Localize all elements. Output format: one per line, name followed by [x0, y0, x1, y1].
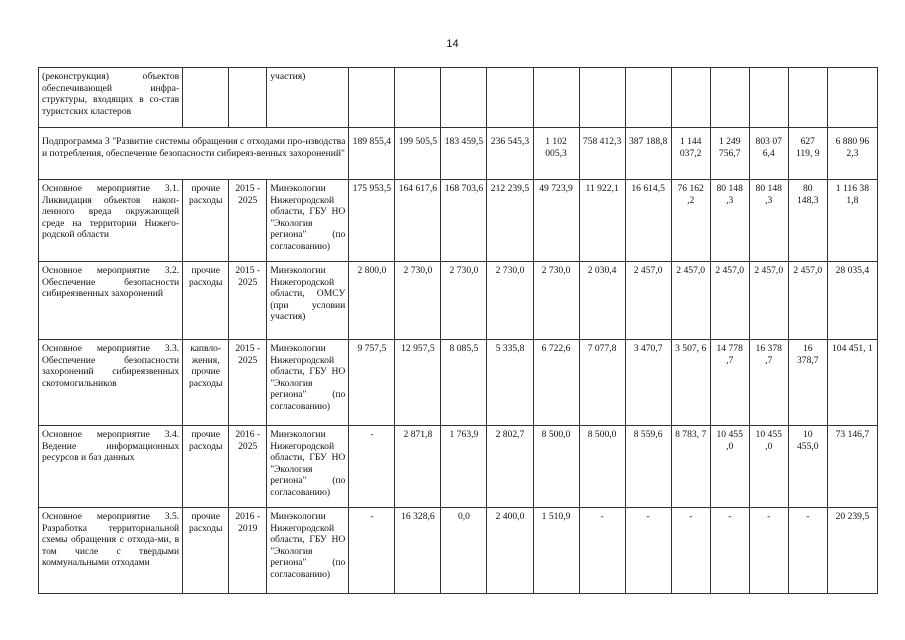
value-cell: 164 617,6	[395, 180, 441, 262]
value-cell: 73 146,7	[827, 426, 877, 508]
executor-cell: Минэкологии Нижегородской области, ГБУ НО "Экология региона" (по согласованию)	[267, 426, 349, 508]
value-cell: 12 957,5	[395, 340, 441, 426]
executor-cell: Минэкологии Нижегородской области, ГБУ НО "Экология региона" (по согласованию)	[267, 180, 349, 262]
value-cell: 803 07 6,4	[749, 128, 788, 180]
value-cell: -	[749, 508, 788, 594]
value-cell: 9 757,5	[349, 340, 395, 426]
value-cell: 236 545,3	[487, 128, 533, 180]
expense-type-cell	[183, 68, 229, 128]
period-cell: 2015 - 2025	[229, 262, 267, 340]
expense-type-cell: прочие расходы	[183, 262, 229, 340]
value-cell: 7 077,8	[579, 340, 625, 426]
value-cell: -	[671, 508, 710, 594]
table-row	[39, 180, 878, 262]
measure-description-cell: (реконструкция) объектов обеспечивающей инфра-структуры, входящих в со-став туристских кластеров	[39, 68, 183, 128]
period-cell: 2016 - 2019	[229, 508, 267, 594]
value-cell: 1 249 756,7	[710, 128, 749, 180]
value-cell: 49 723,9	[533, 180, 579, 262]
value-cell: 3 507, 6	[671, 340, 710, 426]
value-cell: 8 085,5	[441, 340, 487, 426]
value-cell: 2 802,7	[487, 426, 533, 508]
measure-description-cell: Основное мероприятие 3.4. Ведение информационных ресурсов и баз данных	[39, 426, 183, 508]
value-cell: 10 455,0	[788, 426, 827, 508]
table-row	[39, 508, 878, 594]
value-cell: 8 500,0	[579, 426, 625, 508]
value-cell: -	[625, 508, 671, 594]
value-cell: 1 510,9	[533, 508, 579, 594]
value-cell: 2 457,0	[710, 262, 749, 340]
value-cell: 16 328,6	[395, 508, 441, 594]
value-cell: -	[579, 508, 625, 594]
value-cell: 2 800,0	[349, 262, 395, 340]
value-cell: 1 102 005,3	[533, 128, 579, 180]
value-cell: 8 500,0	[533, 426, 579, 508]
value-cell: 2 457,0	[788, 262, 827, 340]
value-cell: 1 763,9	[441, 426, 487, 508]
value-cell: 627 119, 9	[788, 128, 827, 180]
value-cell: 183 459,5	[441, 128, 487, 180]
value-cell: 28 035,4	[827, 262, 877, 340]
table-row	[39, 68, 878, 128]
value-cell: 212 239,5	[487, 180, 533, 262]
value-cell	[487, 68, 533, 128]
measure-description-cell: Основное мероприятие 3.1. Ликвидация объектов накоп-ленного вреда окружающей среде на территории Нижего-родской области	[39, 180, 183, 262]
value-cell	[349, 68, 395, 128]
value-cell: 80 148 ,3	[710, 180, 749, 262]
value-cell: 758 412,3	[579, 128, 625, 180]
period-cell: 2015 - 2025	[229, 180, 267, 262]
value-cell: 387 188,8	[625, 128, 671, 180]
value-cell: 189 855,4	[349, 128, 395, 180]
subprogram-title-cell: Подпрограмма 3 "Развитие системы обращения с отходами про-изводства и потребления, обеспечение безопасности сибиреяз-венных захоронений"	[39, 128, 349, 180]
value-cell	[441, 68, 487, 128]
period-cell	[229, 68, 267, 128]
value-cell	[395, 68, 441, 128]
value-cell: 8 783, 7	[671, 426, 710, 508]
budget-table	[38, 67, 878, 594]
value-cell: 168 703,6	[441, 180, 487, 262]
value-cell	[671, 68, 710, 128]
value-cell	[710, 68, 749, 128]
value-cell: 5 335,8	[487, 340, 533, 426]
expense-type-cell: прочие расходы	[183, 508, 229, 594]
value-cell: 2 730,0	[395, 262, 441, 340]
executor-cell: Минэкологии Нижегородской области, ГБУ НО "Экология региона" (по согласованию)	[267, 340, 349, 426]
value-cell: 10 455 ,0	[710, 426, 749, 508]
value-cell: 1 116 38 1,8	[827, 180, 877, 262]
value-cell: 14 778 ,7	[710, 340, 749, 426]
value-cell	[579, 68, 625, 128]
expense-type-cell: прочие расходы	[183, 426, 229, 508]
table-row	[39, 340, 878, 426]
value-cell: 2 400,0	[487, 508, 533, 594]
value-cell: 3 470,7	[625, 340, 671, 426]
value-cell: 80 148 ,3	[749, 180, 788, 262]
value-cell	[788, 68, 827, 128]
value-cell: 20 239,5	[827, 508, 877, 594]
value-cell: 175 953,5	[349, 180, 395, 262]
value-cell: 2 457,0	[625, 262, 671, 340]
value-cell: 80 148,3	[788, 180, 827, 262]
value-cell: 16 378 ,7	[749, 340, 788, 426]
executor-cell: Минэкологии Нижегородской области, ГБУ НО "Экология региона" (по согласованию)	[267, 508, 349, 594]
period-cell: 2016 - 2025	[229, 426, 267, 508]
table-row	[39, 262, 878, 340]
measure-description-cell: Основное мероприятие 3.3. Обеспечение безопасности захоронений сибиреязвенных скотомогильников	[39, 340, 183, 426]
value-cell: 16 378,7	[788, 340, 827, 426]
value-cell	[625, 68, 671, 128]
value-cell: 2 457,0	[671, 262, 710, 340]
value-cell: 0,0	[441, 508, 487, 594]
value-cell	[827, 68, 877, 128]
value-cell: -	[788, 508, 827, 594]
page-number: 14	[446, 38, 459, 50]
executor-cell: Минэкологии Нижегородской области, ОМСУ (при условии участия)	[267, 262, 349, 340]
expense-type-cell: прочие расходы	[183, 180, 229, 262]
value-cell: 199 505,5	[395, 128, 441, 180]
measure-description-cell: Основное мероприятие 3.2. Обеспечение безопасности сибиреязвенных захоронений	[39, 262, 183, 340]
value-cell: 8 559,6	[625, 426, 671, 508]
value-cell: -	[349, 508, 395, 594]
value-cell: 2 730,0	[487, 262, 533, 340]
value-cell: 2 730,0	[441, 262, 487, 340]
value-cell: 11 922,1	[579, 180, 625, 262]
value-cell: 2 030,4	[579, 262, 625, 340]
measure-description-cell: Основное мероприятие 3.5. Разработка территориальной схемы обращения с отхода-ми, в том числе с твердыми коммунальными отходами	[39, 508, 183, 594]
value-cell: 1 144 037,2	[671, 128, 710, 180]
value-cell: -	[349, 426, 395, 508]
value-cell	[749, 68, 788, 128]
expense-type-cell: капвло-жения, прочие расходы	[183, 340, 229, 426]
value-cell: -	[710, 508, 749, 594]
table-row	[39, 426, 878, 508]
value-cell: 6 722,6	[533, 340, 579, 426]
value-cell: 2 871,8	[395, 426, 441, 508]
value-cell: 76 162 ,2	[671, 180, 710, 262]
value-cell: 16 614,5	[625, 180, 671, 262]
value-cell: 10 455 ,0	[749, 426, 788, 508]
period-cell: 2015 - 2025	[229, 340, 267, 426]
executor-cell: участия)	[267, 68, 349, 128]
table-row	[39, 128, 878, 180]
value-cell: 104 451, 1	[827, 340, 877, 426]
value-cell	[533, 68, 579, 128]
value-cell: 6 880 96 2,3	[827, 128, 877, 180]
value-cell: 2 457,0	[749, 262, 788, 340]
value-cell: 2 730,0	[533, 262, 579, 340]
